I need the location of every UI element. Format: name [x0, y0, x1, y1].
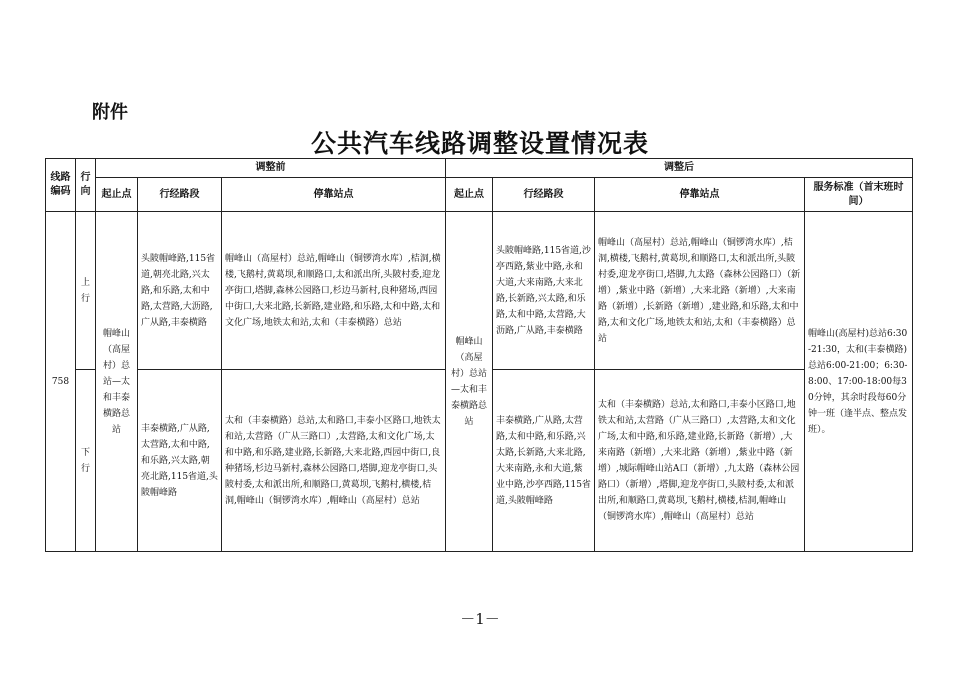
- attachment-label: 附件: [92, 102, 128, 123]
- col-before-segment: 行经路段: [138, 178, 222, 212]
- after-up-segment: 头陂帽峰路,115省道,沙亭西路,紫业中路,永和大道,大来南路,大来北路,长新路,兴太路,和乐路,太和中路,太营路,大沥路,广从路,丰泰横路: [493, 212, 595, 370]
- direction-up: 上行: [76, 212, 96, 370]
- col-after-start-end: 起止点: [446, 178, 493, 212]
- after-up-stops: 帽峰山（高屋村）总站,帽峰山（铜锣湾水库）,桔洞,横楼,飞鹅村,黄葛坝,和顺路口,太和派出所,头陂村委,迎龙亭街口,塔脚,九太路（森林公园路口）（新增）,紫业中路（新增）,大来北路（新增）,大来南路（新增）,长新路（新增）,建业路,和乐路,太和中路,太和文化广场,地铁太和站,太和（丰泰横路）总站: [595, 212, 805, 370]
- col-service: 服务标准（首末班时间）: [805, 178, 913, 212]
- route-adjustment-table: [45, 158, 913, 552]
- before-start-end: 帽峰山（高屋村）总站—太和丰泰横路总站: [96, 212, 138, 552]
- page-title: 公共汽车线路调整设置情况表: [310, 129, 649, 158]
- before-up-stops: 帽峰山（高屋村）总站,帽峰山（铜锣湾水库）,桔洞,横楼,飞鹅村,黄葛坝,和顺路口,太和派出所,头陂村委,迎龙亭街口,塔脚,森林公园路口,杉边马新村,良种猪场,西园中街口,大来北路,长新路,建业路,和乐路,太和中路,太和文化广场,地铁太和站,太和（丰泰横路）总站: [222, 212, 446, 370]
- col-after-stops: 停靠站点: [595, 178, 805, 212]
- col-direction: 行向: [76, 159, 96, 212]
- table-row-up: [46, 212, 913, 370]
- after-down-stops: 太和（丰泰横路）总站,太和路口,丰泰小区路口,地铁太和站,太营路（广从三路口）,太营路,太和文化广场,太和中路,和乐路,建业路,长新路（新增）,大来南路（新增）,大来北路（新增）,紫业中路（新增）,城际帽峰山站A口（新增）,九太路（森林公园路口）（新增）,塔脚,迎龙亭街口,头陂村委,太和派出所,和顺路口,黄葛坝,飞鹅村,横楼,桔洞,帽峰山（铜锣湾水库）,帽峰山（高屋村）总站: [595, 370, 805, 552]
- before-up-segment: 头陂帽峰路,115省道,朝亮北路,兴太路,和乐路,太和中路,太营路,大沥路,广从路,丰泰横路: [138, 212, 222, 370]
- group-after: 调整后: [446, 159, 913, 178]
- direction-down: 下行: [76, 370, 96, 552]
- col-before-start-end: 起止点: [96, 178, 138, 212]
- line-code-cell: 758: [46, 212, 76, 552]
- before-down-segment: 丰泰横路,广从路,太营路,太和中路,和乐路,兴太路,朝亮北路,115省道,头陂帽峰路: [138, 370, 222, 552]
- before-down-stops: 太和（丰泰横路）总站,太和路口,丰泰小区路口,地铁太和站,太营路（广从三路口）,太营路,太和文化广场,太和中路,和乐路,建业路,长新路,大来北路,西园中街口,良种猪场,杉边马新村,森林公园路口,塔脚,迎龙亭街口,头陂村委,太和派出所,和顺路口,黄葛坝,飞鹅村,横楼,桔洞,帽峰山（铜锣湾水库）,帽峰山（高屋村）总站: [222, 370, 446, 552]
- col-before-stops: 停靠站点: [222, 178, 446, 212]
- col-after-segment: 行经路段: [493, 178, 595, 212]
- group-before: 调整前: [96, 159, 446, 178]
- after-down-segment: 丰泰横路,广从路,太营路,太和中路,和乐路,兴太路,长新路,大来北路,大来南路,永和大道,紫业中路,沙亭西路,115省道,头陂帽峰路: [493, 370, 595, 552]
- col-line-code: 线路编码: [46, 159, 76, 212]
- page-number: －1－: [460, 610, 500, 628]
- service-standard: 帽峰山(高屋村)总站6:30-21:30，太和(丰泰横路)总站6:00-21:00；6:30-8:00、17:00-18:00每30分钟，其余时段每60分钟一班（逢半点、整点发班）。: [805, 212, 913, 552]
- after-start-end: 帽峰山（高屋村）总站—太和丰泰横路总站: [446, 212, 493, 552]
